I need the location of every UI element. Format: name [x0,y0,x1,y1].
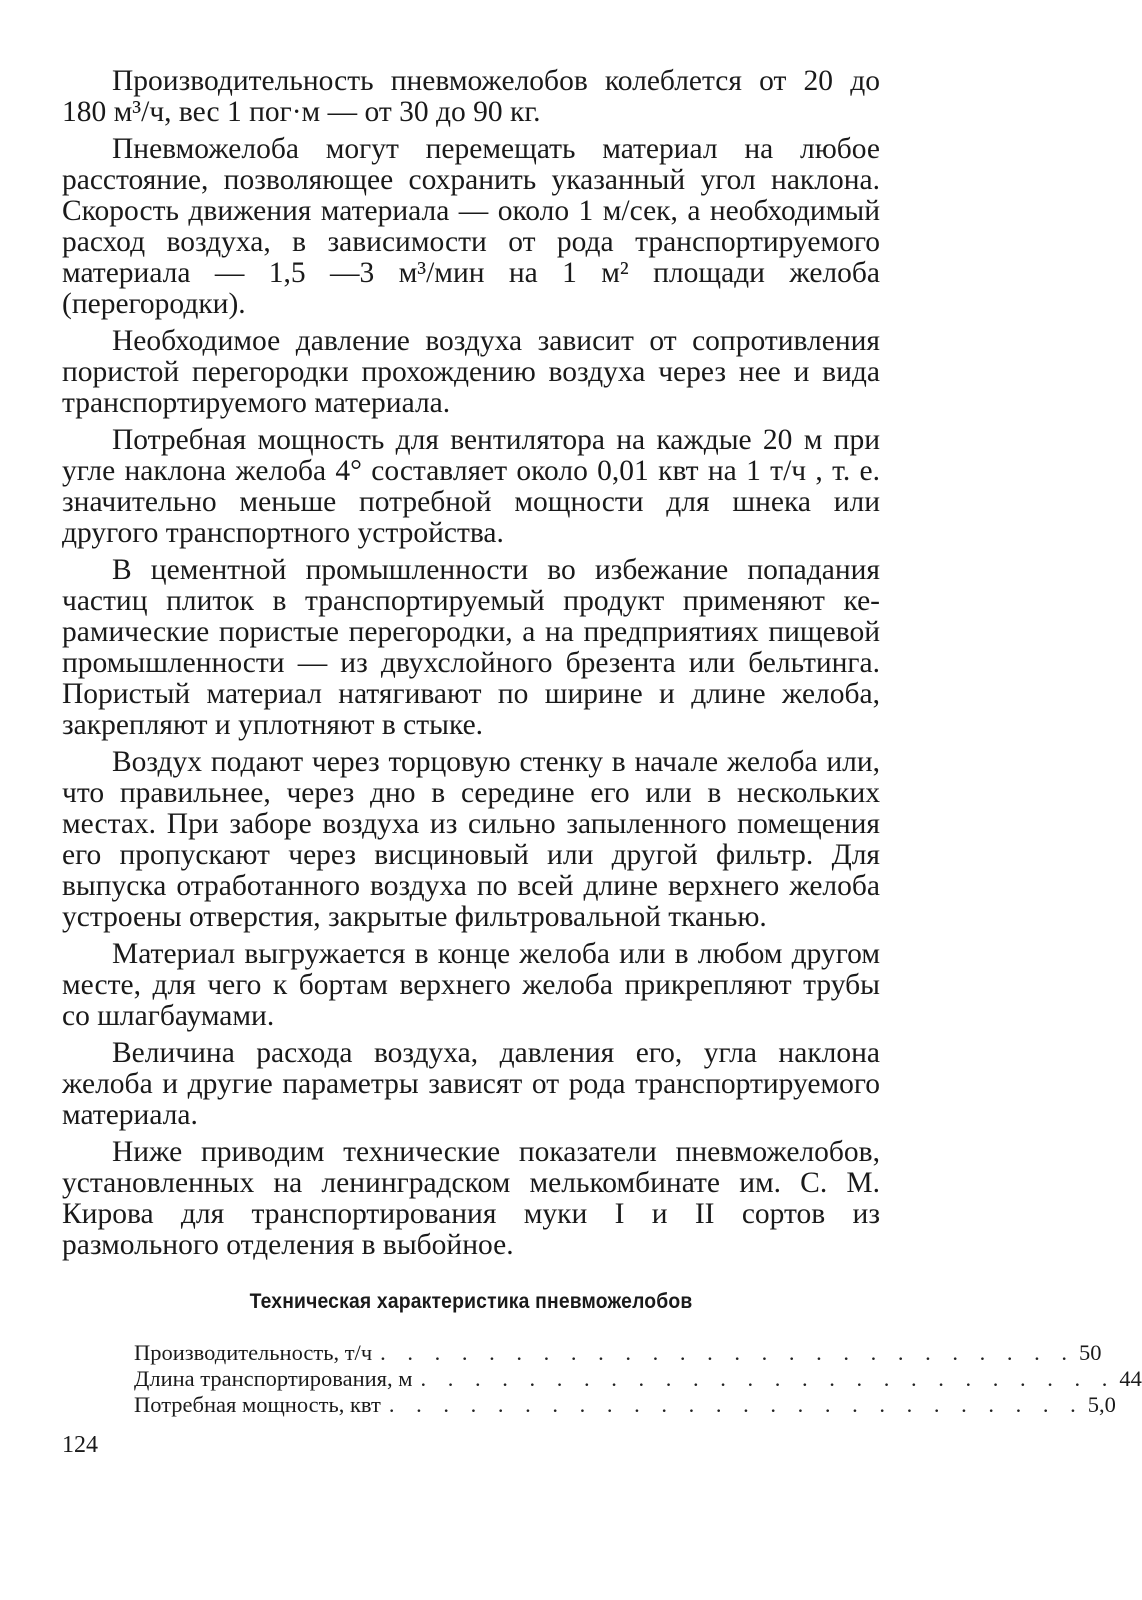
spec-row [134,1392,1116,1418]
paragraph: Величина расхода воздуха, давления его, угла наклона желоба и другие параметры зависят от рода транспортируемого материала. [62,1037,880,1131]
paragraph: Ниже приводим технические показатели пневможелобов, установленных на ленинградском мелькомбинате им. С. М. Кирова для транспортирования муки I и II сортов из размольного отделения в выбойное. [62,1136,880,1261]
spec-value: 44 [1119,1366,1142,1391]
dot-leader: . . . . . . . . . . . . . . . . . . . . . . . . . . [380,1340,1076,1365]
dot-leader: . . . . . . . . . . . . . . . . . . . . . . . . . . [420,1366,1116,1391]
body-text [62,66,880,1267]
spec-row [134,1340,1102,1366]
spec-row [134,1366,1142,1392]
spec-value: 5,0 [1087,1392,1116,1417]
spec-label: Длина транспортирования, м [134,1366,413,1391]
paragraph: Пневможелоба могут перемещать материал на любое расстояние, позволяющее сохранить указанный угол наклона. Скорость движения материала — около 1 м/сек, а необходимый расход воздуха, в зависимости от рода транспортируемого материала — 1,5 —3 м³/мин на 1 м² площади желоба (перегородки). [62,133,880,320]
spec-label: Потребная мощность, квт [134,1392,381,1417]
page-number: 124 [62,1432,98,1458]
paragraph: Воздух подают через торцовую стенку в начале желоба или, что правильнее, через дно в середине его или в нескольких местах. При заборе воздуха из сильно запыленного помещения его пропускают через висциновый или другой фильтр. Для выпуска отработанного воздуха по всей длине верхнего желоба устроены отверстия, закрытые фильтровальной тканью. [62,746,880,933]
paragraph: В цементной промышленности во избежание попадания частиц плиток в транспортируемый продукт применяют керамические пористые перегородки, а на предприятиях пищевой промышленности — из двухслойного брезента или бельтинга. Пористый материал натягивают по ширине и длине желоба, закрепляют и уплотняют в стыке. [62,554,880,741]
dot-leader: . . . . . . . . . . . . . . . . . . . . . . . . . . [388,1392,1084,1417]
spec-table [134,1340,1142,1418]
spec-label: Производительность, т/ч [134,1340,373,1365]
paragraph: Необходимое давление воздуха зависит от сопротивления пористой перегородки прохождению воздуха через нее и вида транспортируемого материала. [62,325,880,419]
table-title: Техническая характеристика пневможелобов [249,1290,693,1313]
spec-value: 50 [1079,1340,1102,1365]
paragraph: Материал выгружается в конце желоба или в любом другом месте, для чего к бортам верхнего желоба прикрепляют трубы со шлагбаумами. [62,938,880,1032]
paragraph: Потребная мощность для вентилятора на каждые 20 м при угле наклона желоба 4° составляет около 0,01 квт на 1 т/ч , т. е. значительно меньше потребной мощности для шнека или другого транспортного устройства. [62,424,880,549]
paragraph: Производительность пневможелобов колеблется от 20 до 180 м³/ч, вес 1 пог·м — от 30 до 90 кг. [62,65,880,128]
